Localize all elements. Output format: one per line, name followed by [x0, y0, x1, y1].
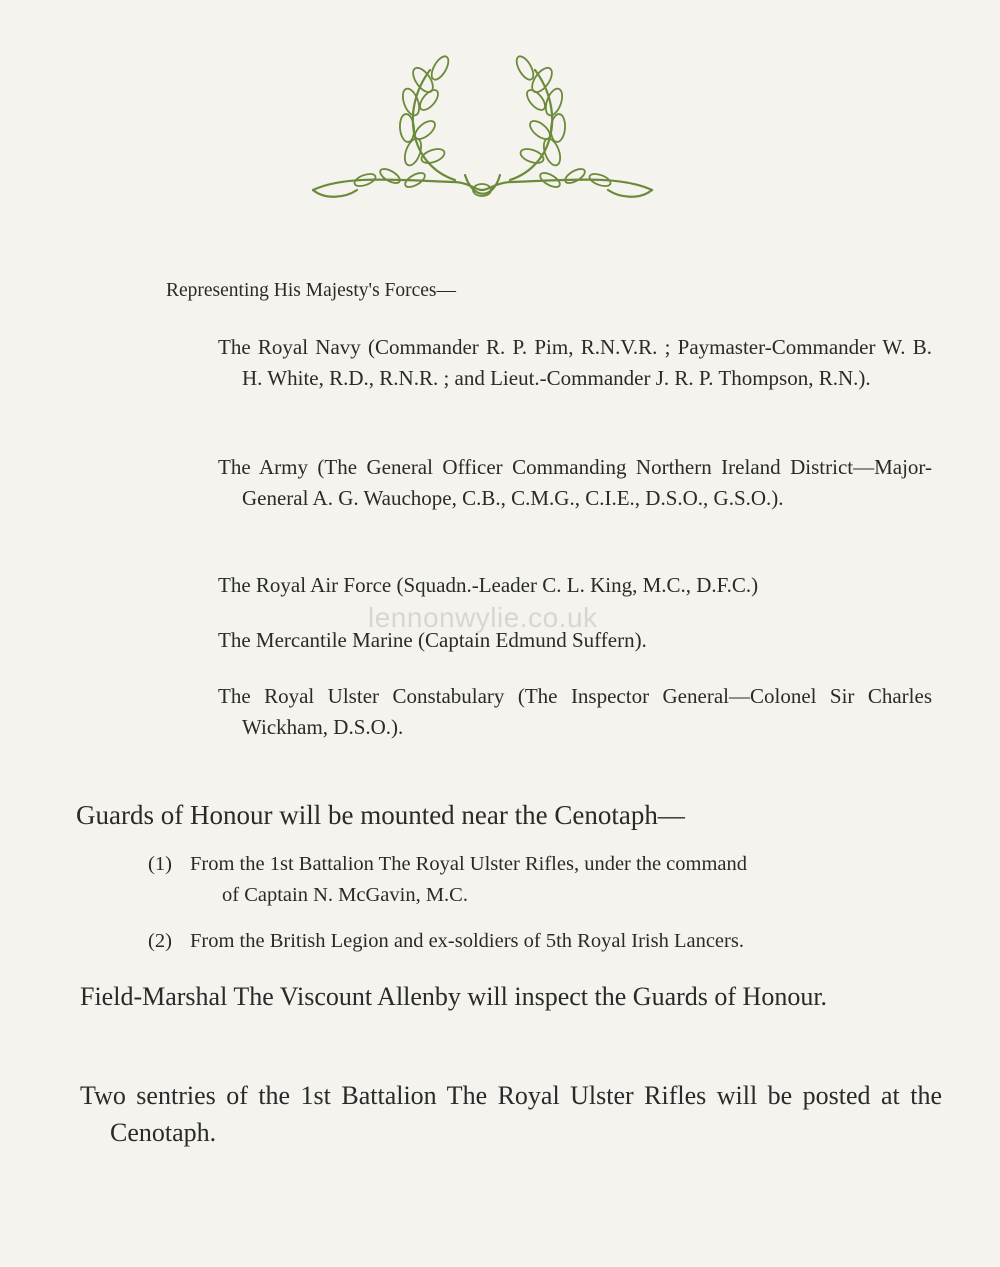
watermark: lennonwylie.co.uk	[368, 602, 598, 633]
force-royal-air-force: The Royal Air Force (Squadn.-Leader C. L. King, M.C., D.F.C.)	[218, 573, 759, 597]
guard-number: (1)	[148, 853, 172, 875]
guard-text-continued: of Captain N. McGavin, M.C.	[222, 884, 468, 906]
force-mercantile-marine: The Mercantile Marine (Captain Edmund Suffern).	[218, 628, 647, 652]
paragraph-sentries: Two sentries of the 1st Battalion The Royal Ulster Rifles will be posted at the Cenotaph.	[80, 1081, 942, 1147]
laurel-wreath-icon	[305, 40, 660, 210]
guard-text: From the British Legion and ex-soldiers of 5th Royal Irish Lancers.	[190, 930, 744, 952]
guard-item	[148, 849, 910, 911]
guard-text: From the 1st Battalion The Royal Ulster Rifles, under the command	[190, 853, 748, 875]
forces-intro: Representing His Majesty's Forces—	[166, 280, 457, 301]
force-royal-ulster-constabulary: The Royal Ulster Constabulary (The Inspector General—Colonel Sir Charles Wickham, D.S.O.).	[218, 684, 932, 739]
force-royal-navy: The Royal Navy (Commander R. P. Pim, R.N.V.R. ; Paymaster-Commander W. B. H. White, R.D., R.N.R. ; and Lieut.-Commander J. R. P. Thompson, R.N.).	[218, 335, 932, 390]
paragraph-inspection: Field-Marshal The Viscount Allenby will inspect the Guards of Honour.	[80, 982, 828, 1011]
guard-item	[148, 926, 910, 957]
guards-heading: Guards of Honour will be mounted near the Cenotaph—	[76, 800, 685, 830]
force-army: The Army (The General Officer Commanding Northern Ireland District—Major-General A. G. Wauchope, C.B., C.M.G., C.I.E., D.S.O., G.S.O.).	[218, 455, 932, 510]
guard-number: (2)	[148, 930, 172, 952]
